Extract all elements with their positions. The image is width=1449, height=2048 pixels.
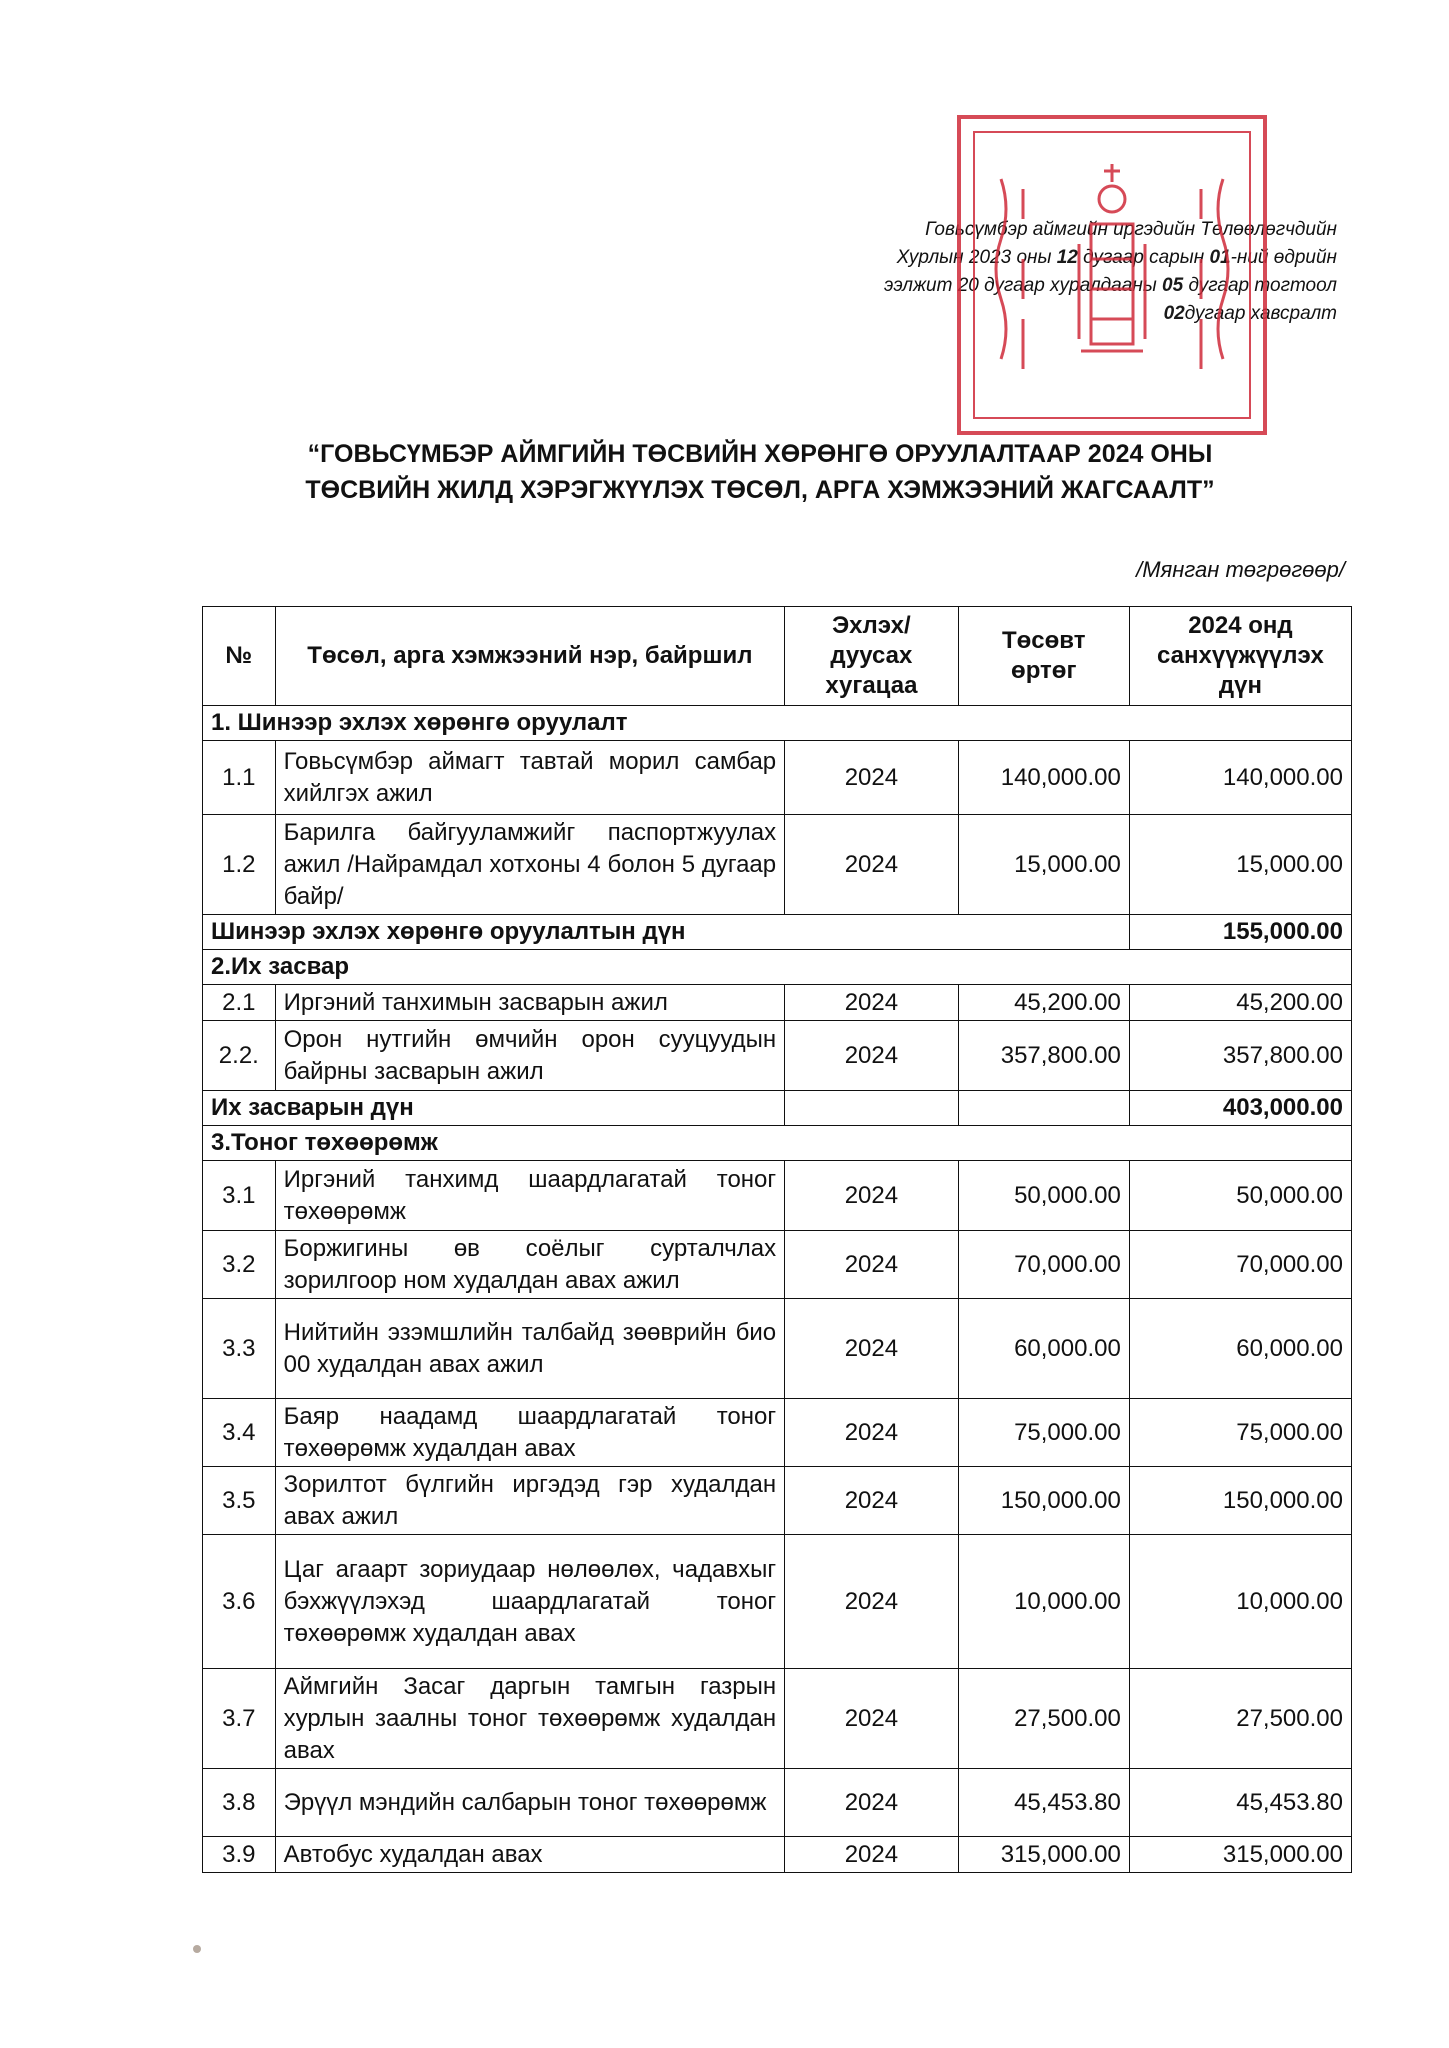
header-amount: 2024 онд санхүүжүүлэх дүн [1129, 607, 1351, 706]
row-no: 3.7 [203, 1669, 276, 1769]
row-name: Автобус худалдан авах [275, 1837, 785, 1873]
stamp-emblem-icon [961, 119, 1263, 431]
row-amount: 10,000.00 [1129, 1535, 1351, 1669]
table-row [203, 815, 1352, 915]
header-name: Төсөл, арга хэмжээний нэр, байршил [275, 607, 785, 706]
table-row [203, 1467, 1352, 1535]
row-period: 2024 [785, 1299, 959, 1399]
section-2-row [203, 950, 1352, 985]
row-cost: 75,000.00 [958, 1399, 1129, 1467]
row-period: 2024 [785, 985, 959, 1021]
row-cost: 60,000.00 [958, 1299, 1129, 1399]
reference-line-4: 02дугаар хавсралт [1163, 303, 1337, 324]
row-period: 2024 [785, 1837, 959, 1873]
row-name: Орон нутгийн өмчийн орон сууцуудын байрны засварын ажил [275, 1021, 785, 1091]
row-period: 2024 [785, 741, 959, 815]
row-amount: 75,000.00 [1129, 1399, 1351, 1467]
table-header-row [203, 607, 1352, 706]
table-row [203, 1769, 1352, 1837]
section-3-title: 3.Тоног төхөөрөмж [203, 1126, 1352, 1161]
subtotal-empty-cost [958, 1091, 1129, 1126]
row-cost: 150,000.00 [958, 1467, 1129, 1535]
section-2-subtotal-row [203, 1091, 1352, 1126]
row-no: 2.2. [203, 1021, 276, 1091]
row-no: 3.4 [203, 1399, 276, 1467]
row-no: 3.6 [203, 1535, 276, 1669]
row-no: 3.9 [203, 1837, 276, 1873]
table-row [203, 1837, 1352, 1873]
row-no: 1.1 [203, 741, 276, 815]
row-no: 3.5 [203, 1467, 276, 1535]
row-cost: 140,000.00 [958, 741, 1129, 815]
handwritten-month: 12 [1056, 247, 1078, 268]
row-no: 1.2 [203, 815, 276, 915]
table-row [203, 1021, 1352, 1091]
units-note: /Мянган төгрөгөөр/ [1136, 557, 1345, 582]
row-name: Баяр наадамд шаардлагатай тоног төхөөрөмж худалдан авах [275, 1399, 785, 1467]
row-cost: 357,800.00 [958, 1021, 1129, 1091]
row-name: Говьсүмбэр аймагт тавтай морил самбар хийлгэх ажил [275, 741, 785, 815]
row-period: 2024 [785, 1161, 959, 1231]
projects-table [202, 606, 1352, 1873]
row-name: Иргэний танхимд шаардлагатай тоног төхөөрөмж [275, 1161, 785, 1231]
reference-line-2: Хурлын 2023 оны 12 дугаар сарын 01-ний өдрийн [896, 247, 1337, 268]
row-name: Барилга байгууламжийг паспортжуулах ажил /Найрамдал хотхоны 4 болон 5 дугаар байр/ [275, 815, 785, 915]
row-name: Боржигины өв соёлыг сурталчлах зорилгоор ном худалдан авах ажил [275, 1231, 785, 1299]
row-amount: 60,000.00 [1129, 1299, 1351, 1399]
row-no: 2.1 [203, 985, 276, 1021]
row-no: 3.3 [203, 1299, 276, 1399]
title-line-1: “ГОВЬСҮМБЭР АЙМГИЙН ТӨСВИЙН ХӨРӨНГӨ ОРУУЛАЛТААР 2024 ОНЫ [307, 440, 1213, 468]
row-period: 2024 [785, 1769, 959, 1837]
header-no: № [203, 607, 276, 706]
official-stamp [957, 115, 1267, 435]
table-row [203, 1299, 1352, 1399]
row-period: 2024 [785, 1669, 959, 1769]
row-period: 2024 [785, 1231, 959, 1299]
row-no: 3.2 [203, 1231, 276, 1299]
row-name: Иргэний танхимын засварын ажил [275, 985, 785, 1021]
row-amount: 27,500.00 [1129, 1669, 1351, 1769]
title-line-2: ТӨСВИЙН ЖИЛД ХЭРЭГЖҮҮЛЭХ ТӨСӨЛ, АРГА ХЭМЖЭЭНИЙ ЖАГСААЛТ” [305, 476, 1215, 504]
subtotal-value: 155,000.00 [1129, 915, 1351, 950]
row-amount: 315,000.00 [1129, 1837, 1351, 1873]
section-3-row [203, 1126, 1352, 1161]
row-period: 2024 [785, 1467, 959, 1535]
row-cost: 15,000.00 [958, 815, 1129, 915]
reference-line-3: ээлжит 20 дугаар хуралдааны 05 дугаар тогтоол [883, 275, 1337, 296]
row-cost: 50,000.00 [958, 1161, 1129, 1231]
section-1-title: 1. Шинээр эхлэх хөрөнгө оруулалт [203, 706, 1352, 741]
table-row [203, 1399, 1352, 1467]
table-row [203, 985, 1352, 1021]
table-row [203, 1669, 1352, 1769]
row-amount: 50,000.00 [1129, 1161, 1351, 1231]
row-cost: 27,500.00 [958, 1669, 1129, 1769]
table-row [203, 1231, 1352, 1299]
row-name: Эрүүл мэндийн салбарын тоног төхөөрөмж [275, 1769, 785, 1837]
row-cost: 10,000.00 [958, 1535, 1129, 1669]
row-name: Аймгийн Засаг даргын тамгын газрын хурлын заалны тоног төхөөрөмж худалдан авах [275, 1669, 785, 1769]
row-period: 2024 [785, 1021, 959, 1091]
section-2-title: 2.Их засвар [203, 950, 1352, 985]
row-name: Цаг агаарт зориудаар нөлөөлөх, чадавхыг бэхжүүлэхэд шаардлагатай тоног төхөөрөмж худалдан авах [275, 1535, 785, 1669]
row-amount: 15,000.00 [1129, 815, 1351, 915]
row-no: 3.1 [203, 1161, 276, 1231]
row-cost: 45,453.80 [958, 1769, 1129, 1837]
table-row [203, 1535, 1352, 1669]
section-1-row [203, 706, 1352, 741]
handwritten-resolution-number: 05 [1162, 275, 1184, 296]
table-row [203, 741, 1352, 815]
row-amount: 357,800.00 [1129, 1021, 1351, 1091]
row-amount: 150,000.00 [1129, 1467, 1351, 1535]
header-period: Эхлэх/ дуусах хугацаа [785, 607, 959, 706]
subtotal-label: Их засварын дүн [203, 1091, 785, 1126]
row-cost: 45,200.00 [958, 985, 1129, 1021]
handwritten-day: 01 [1209, 247, 1231, 268]
row-name: Нийтийн эзэмшлийн талбайд зөөврийн био 00 худалдан авах ажил [275, 1299, 785, 1399]
table-row [203, 1161, 1352, 1231]
row-cost: 315,000.00 [958, 1837, 1129, 1873]
row-cost: 70,000.00 [958, 1231, 1129, 1299]
row-period: 2024 [785, 1399, 959, 1467]
row-name: Зорилтот бүлгийн иргэдэд гэр худалдан авах ажил [275, 1467, 785, 1535]
scan-speck [193, 1945, 201, 1953]
row-amount: 45,200.00 [1129, 985, 1351, 1021]
row-amount: 45,453.80 [1129, 1769, 1351, 1837]
handwritten-annex-number: 02 [1163, 303, 1185, 324]
subtotal-value: 403,000.00 [1129, 1091, 1351, 1126]
row-period: 2024 [785, 1535, 959, 1669]
subtotal-label: Шинээр эхлэх хөрөнгө оруулалтын дүн [203, 915, 1130, 950]
document-title [190, 436, 1330, 508]
row-amount: 140,000.00 [1129, 741, 1351, 815]
row-period: 2024 [785, 815, 959, 915]
subtotal-empty-period [785, 1091, 959, 1126]
row-no: 3.8 [203, 1769, 276, 1837]
row-amount: 70,000.00 [1129, 1231, 1351, 1299]
header-cost: Төсөвт өртөг [958, 607, 1129, 706]
section-1-subtotal-row [203, 915, 1352, 950]
reference-line-1: Говьсүмбэр аймгийн иргэдийн Төлөөлөгчдийн [925, 219, 1337, 240]
